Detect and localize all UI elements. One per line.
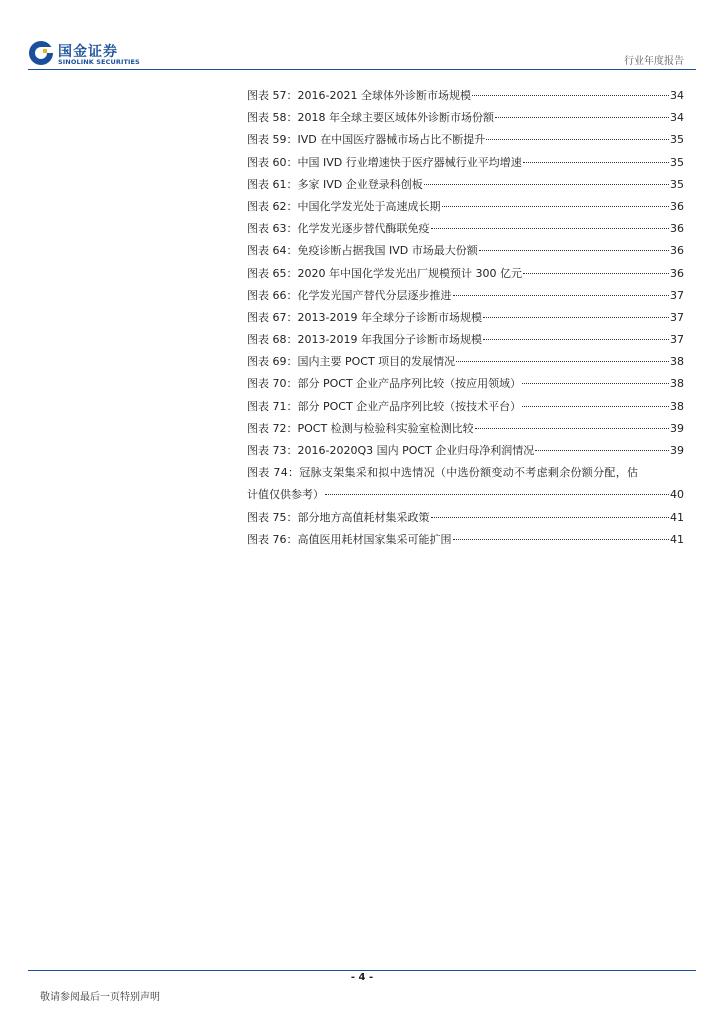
toc-entry-label: 图表 64：免疫诊断占据我国 IVD 市场最大份额 (247, 244, 478, 258)
toc-entry-label: 图表 58：2018 年全球主要区域体外诊断市场份额 (247, 111, 494, 125)
toc-entry-label: 图表 71：部分 POCT 企业产品序列比较（按技术平台） (247, 399, 522, 413)
toc-entry[interactable] (247, 218, 684, 240)
toc-entry[interactable] (247, 85, 684, 107)
toc-entry-page: 37 (670, 310, 684, 324)
toc-entry-page: 36 (670, 266, 684, 280)
toc-entry-label: 图表 70：部分 POCT 企业产品序列比较（按应用领域） (247, 377, 522, 391)
toc-entry-label: 图表 67：2013-2019 年全球分子诊断市场规模 (247, 310, 482, 324)
toc-entry-page: 36 (670, 222, 684, 236)
toc-leader-dots (486, 138, 669, 140)
toc-entry[interactable] (247, 196, 684, 218)
report-type: 行业年度报告 (624, 56, 684, 67)
toc-entry[interactable] (247, 263, 684, 285)
logo-english-name: SINOLINK SECURITIES (58, 58, 140, 66)
toc-entry-page: 37 (670, 333, 684, 347)
toc-entry-page: 34 (670, 89, 684, 102)
toc-entry-page: 36 (670, 244, 684, 258)
toc-entry[interactable] (247, 507, 684, 529)
toc-entry[interactable] (247, 529, 684, 551)
toc-entry-label: 图表 60：中国 IVD 行业增速快于医疗器械行业平均增速 (247, 155, 522, 169)
company-logo (28, 40, 148, 70)
toc-entry-label: 图表 59：IVD 在中国医疗器械市场占比不断提升 (247, 133, 486, 147)
toc-entry[interactable] (247, 129, 684, 151)
header-divider (28, 69, 696, 70)
toc-leader-dots (475, 427, 669, 429)
toc-entry-page: 41 (670, 510, 684, 524)
toc-entry-label: 图表 68：2013-2019 年我国分子诊断市场规模 (247, 333, 482, 347)
toc-entry-label-line1: 图表 74：冠脉支架集采和拟中选情况（中选份额变动不考虑剩余份额分配，估 (247, 466, 639, 480)
toc-entry[interactable] (247, 240, 684, 262)
toc-entry-page: 41 (670, 532, 684, 546)
toc-entry[interactable] (247, 152, 684, 174)
toc-entry[interactable] (247, 329, 684, 351)
logo-chinese-name: 国金证券 (58, 44, 118, 60)
toc-leader-dots (472, 94, 669, 96)
toc-entry-label: 图表 66：化学发光国产替代分层逐步推进 (247, 288, 452, 302)
toc-leader-dots (453, 538, 670, 540)
toc-entry-page: 38 (670, 355, 684, 369)
toc-entry-page: 37 (670, 288, 684, 302)
toc-entry-label: 图表 75：部分地方高值耗材集采政策 (247, 510, 430, 524)
toc-entry[interactable] (247, 174, 684, 196)
toc-leader-dots (453, 294, 670, 296)
page-header (0, 0, 724, 80)
toc-entry[interactable] (247, 440, 684, 462)
toc-entry[interactable] (247, 396, 684, 418)
toc-entry[interactable] (247, 373, 684, 395)
toc-entry-label: 图表 63：化学发光逐步替代酶联免疫 (247, 222, 430, 236)
toc-leader-dots (424, 183, 669, 185)
toc-entry-label: 图表 69：国内主要 POCT 项目的发展情况 (247, 355, 456, 369)
toc-entry[interactable] (247, 351, 684, 373)
toc-leader-dots (431, 516, 670, 518)
toc-leader-dots (431, 227, 670, 229)
toc-entry-label: 图表 76：高值医用耗材国家集采可能扩围 (247, 532, 452, 546)
toc-entry-page: 35 (670, 155, 684, 169)
toc-leader-dots (483, 338, 669, 340)
page-number: - 4 - (350, 972, 374, 983)
toc-entry[interactable] (247, 107, 684, 129)
toc-entry-page: 34 (670, 111, 684, 125)
toc-leader-dots (483, 316, 669, 318)
toc-entry-label-line2: 计值仅供参考） (247, 488, 324, 502)
toc-leader-dots (325, 493, 669, 495)
toc-entry-label: 图表 73：2016-2020Q3 国内 POCT 企业归母净利润情况 (247, 444, 535, 457)
toc-entry-page: 38 (670, 399, 684, 413)
toc-entry-label: 图表 61：多家 IVD 企业登录科创板 (247, 177, 423, 191)
toc-leader-dots (495, 116, 669, 118)
toc-entry-label: 图表 65：2020 年中国化学发光出厂规模预计 300 亿元 (247, 266, 522, 280)
sinolink-logo-icon (28, 40, 54, 66)
toc-entry-page: 35 (670, 177, 684, 191)
toc-entry-page: 36 (670, 199, 684, 213)
toc-leader-dots (456, 360, 669, 362)
toc-entry[interactable] (247, 285, 684, 307)
toc-entry-page: 38 (670, 377, 684, 391)
toc-entry-page: 39 (670, 421, 684, 435)
toc-leader-dots (479, 249, 669, 251)
toc-entry-label: 图表 57：2016-2021 全球体外诊断市场规模 (247, 89, 471, 102)
table-of-figures (247, 85, 684, 551)
toc-entry[interactable] (247, 418, 684, 440)
toc-leader-dots (522, 382, 669, 384)
toc-leader-dots (523, 161, 669, 163)
toc-leader-dots (523, 272, 669, 274)
toc-entry[interactable] (247, 462, 684, 506)
footer-disclaimer: 敬请参阅最后一页特别声明 (40, 992, 160, 1003)
toc-entry-page: 35 (670, 133, 684, 147)
toc-entry-page: 39 (670, 444, 684, 457)
toc-leader-dots (442, 205, 670, 207)
toc-entry-label: 图表 72：POCT 检测与检验科实验室检测比较 (247, 421, 474, 435)
toc-leader-dots (535, 449, 669, 451)
toc-entry[interactable] (247, 307, 684, 329)
toc-leader-dots (522, 405, 669, 407)
toc-entry-label: 图表 62：中国化学发光处于高速成长期 (247, 199, 441, 213)
footer-divider (28, 970, 696, 971)
toc-entry-page: 40 (670, 488, 684, 502)
